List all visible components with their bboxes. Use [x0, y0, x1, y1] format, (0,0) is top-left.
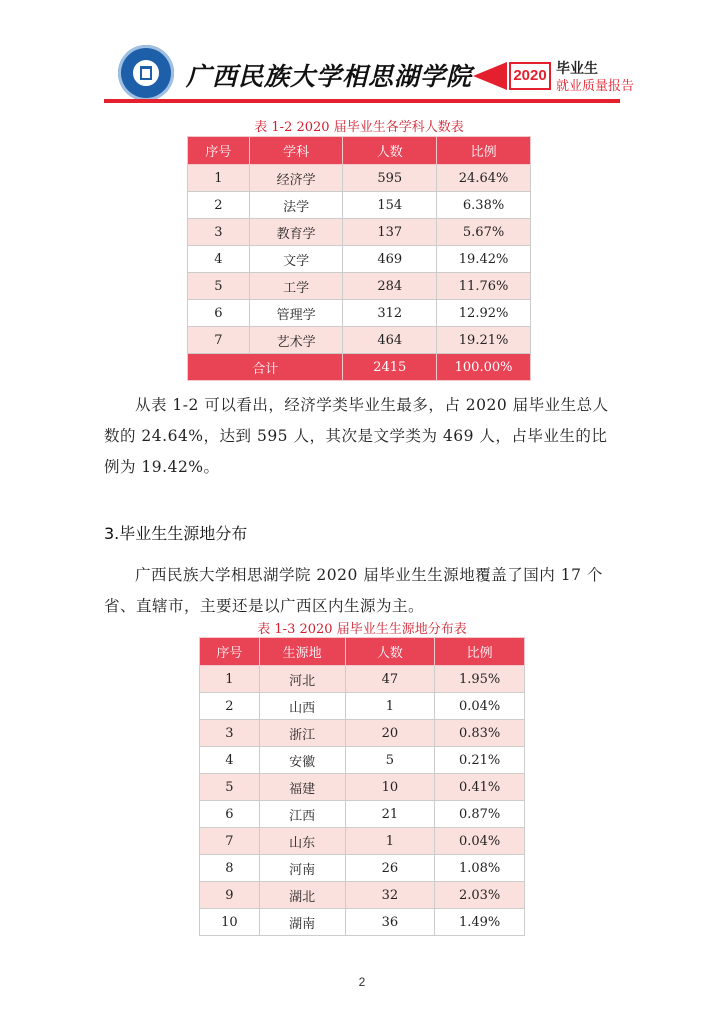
school-name: 广西民族大学相思湖学院: [186, 62, 473, 91]
column-header: 人数: [343, 137, 437, 165]
table-cell: 32: [345, 882, 435, 909]
table-cell: 0.04%: [435, 828, 525, 855]
table-total-row: [188, 354, 531, 381]
report-title-line2: 就业质量报告: [556, 78, 635, 93]
table-cell: 19.21%: [437, 327, 531, 354]
table-row: [200, 666, 525, 693]
subject-count-table: [187, 136, 531, 381]
section-heading: 3.毕业生生源地分布: [104, 524, 248, 543]
table-cell: 0.87%: [435, 801, 525, 828]
table-cell: 山东: [259, 828, 345, 855]
table-cell: 19.42%: [437, 246, 531, 273]
table-cell: 1: [345, 693, 435, 720]
paragraph-origin-summary: 广西民族大学相思湖学院 2020 届毕业生生源地覆盖了国内 17 个省、直辖市，主要还是以广西区内生源为主。: [104, 566, 603, 615]
table-cell: 5: [200, 774, 260, 801]
table-row: [188, 192, 531, 219]
table-cell: 0.83%: [435, 720, 525, 747]
table-cell: 595: [343, 165, 437, 192]
logo-mark-icon: [140, 66, 152, 80]
table-cell: 江西: [259, 801, 345, 828]
table-cell: 管理学: [249, 300, 343, 327]
header-divider: [104, 99, 620, 103]
table-cell: 工学: [249, 273, 343, 300]
table-row: [188, 219, 531, 246]
table-cell: 0.04%: [435, 693, 525, 720]
table-cell: 文学: [249, 246, 343, 273]
table-cell: 284: [343, 273, 437, 300]
table-cell: 12.92%: [437, 300, 531, 327]
table-cell: 26: [345, 855, 435, 882]
paragraph-subject-summary: 从表 1-2 可以看出，经济学类毕业生最多，占 2020 届毕业生总人数的 24.64%，达到 595 人，其次是文学类为 469 人，占毕业生的比例为 19.42%。: [104, 396, 609, 476]
table-row: [188, 300, 531, 327]
table2-caption: 表 1-3 2020 届毕业生生源地分布表: [257, 622, 467, 637]
table-cell: 10: [200, 909, 260, 936]
table-cell: 湖南: [259, 909, 345, 936]
table-header-row: [188, 137, 531, 165]
table-cell: 6: [188, 300, 250, 327]
table-cell: 1.49%: [435, 909, 525, 936]
table-cell: 154: [343, 192, 437, 219]
table-row: [200, 882, 525, 909]
table-cell: 5: [188, 273, 250, 300]
table-cell: 5: [345, 747, 435, 774]
table-cell: 9: [200, 882, 260, 909]
column-header: 比例: [435, 638, 525, 666]
table-cell: 河南: [259, 855, 345, 882]
total-label: 合计: [188, 354, 343, 381]
table-row: [200, 774, 525, 801]
table-cell: 浙江: [259, 720, 345, 747]
table-cell: 36: [345, 909, 435, 936]
page-number: 2: [358, 975, 366, 989]
table-cell: 1: [188, 165, 250, 192]
table-cell: 4: [200, 747, 260, 774]
table-cell: 47: [345, 666, 435, 693]
column-header: 学科: [249, 137, 343, 165]
table-row: [200, 720, 525, 747]
logo-emblem: [131, 58, 161, 88]
column-header: 序号: [188, 137, 250, 165]
table-cell: 137: [343, 219, 437, 246]
table-cell: 8: [200, 855, 260, 882]
year-badge: 2020: [509, 62, 551, 90]
table1-caption: 表 1-2 2020 届毕业生各学科人数表: [254, 120, 464, 135]
school-logo: [118, 45, 174, 101]
table-cell: 4: [188, 246, 250, 273]
table-cell: 3: [200, 720, 260, 747]
table-cell: 24.64%: [437, 165, 531, 192]
table-cell: 11.76%: [437, 273, 531, 300]
table-row: [188, 165, 531, 192]
column-header: 生源地: [259, 638, 345, 666]
column-header: 序号: [200, 638, 260, 666]
table-cell: 经济学: [249, 165, 343, 192]
table-row: [188, 273, 531, 300]
table-header-row: [200, 638, 525, 666]
origin-distribution-table: [199, 637, 525, 936]
column-header: 人数: [345, 638, 435, 666]
table-cell: 21: [345, 801, 435, 828]
table-cell: 10: [345, 774, 435, 801]
table-cell: 1.08%: [435, 855, 525, 882]
table-cell: 312: [343, 300, 437, 327]
table-cell: 法学: [249, 192, 343, 219]
table-cell: 山西: [259, 693, 345, 720]
table-row: [200, 693, 525, 720]
report-title-line1: 毕业生: [556, 60, 598, 76]
table-row: [200, 828, 525, 855]
table-cell: 7: [200, 828, 260, 855]
table-cell: 464: [343, 327, 437, 354]
page-header: [0, 0, 724, 104]
table-cell: 6: [200, 801, 260, 828]
table-cell: 1: [345, 828, 435, 855]
column-header: 比例: [437, 137, 531, 165]
table-row: [200, 747, 525, 774]
table-cell: 5.67%: [437, 219, 531, 246]
table-cell: 湖北: [259, 882, 345, 909]
table-row: [188, 246, 531, 273]
table-cell: 2: [188, 192, 250, 219]
table-cell: 艺术学: [249, 327, 343, 354]
table-cell: 安徽: [259, 747, 345, 774]
table-cell: 469: [343, 246, 437, 273]
table-cell: 2: [200, 693, 260, 720]
table-cell: 河北: [259, 666, 345, 693]
table-cell: 6.38%: [437, 192, 531, 219]
table-cell: 教育学: [249, 219, 343, 246]
table-cell: 3: [188, 219, 250, 246]
table-cell: 20: [345, 720, 435, 747]
table-row: [188, 327, 531, 354]
arrow-icon: [473, 62, 507, 90]
table-cell: 福建: [259, 774, 345, 801]
table-row: [200, 801, 525, 828]
table-cell: 2.03%: [435, 882, 525, 909]
table-cell: 1: [200, 666, 260, 693]
table-cell: 7: [188, 327, 250, 354]
total-ratio: 100.00%: [437, 354, 531, 381]
table-cell: 0.21%: [435, 747, 525, 774]
table-cell: 0.41%: [435, 774, 525, 801]
table-row: [200, 909, 525, 936]
total-count: 2415: [343, 354, 437, 381]
table-cell: 1.95%: [435, 666, 525, 693]
table-row: [200, 855, 525, 882]
